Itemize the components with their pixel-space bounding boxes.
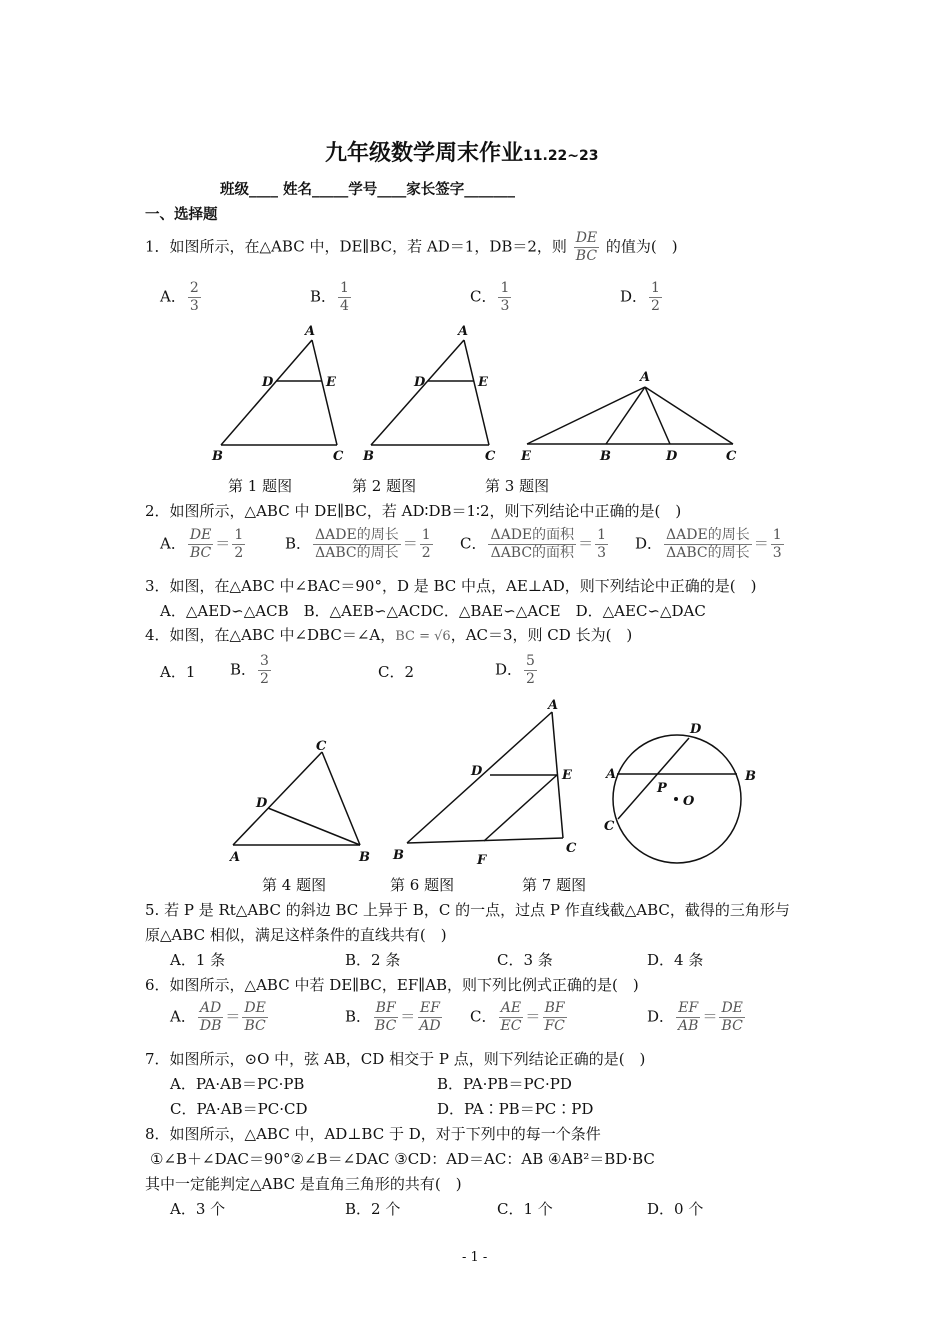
q7-option-a: A．PA·AB＝PC·PB: [170, 1075, 305, 1093]
q6-option-c: C． $\frac{AE}{EC}$ ＝ $\frac{BF}{FC}$: [470, 1000, 565, 1034]
fig6-label-f: F: [477, 853, 487, 868]
fig6-label-e: E: [562, 768, 572, 783]
fig6-label-c: C: [566, 841, 577, 856]
fig1-label-b: B: [212, 449, 223, 464]
q8-option-c: C．1 个: [497, 1200, 553, 1218]
title-date: 11.22~23: [523, 148, 599, 164]
q4-stem-b: ，AC＝3，则 CD 长为( ): [450, 626, 633, 644]
fig3-label-b: B: [600, 449, 611, 464]
caption-fig-2: 第 2 题图: [352, 477, 417, 495]
q4-stem-a: 4．如图，在△ABC 中∠DBC＝∠A，: [145, 626, 396, 644]
page-title: 九年级数学周末作业11.22~23: [325, 141, 599, 166]
q4-option-c: C．2: [378, 663, 415, 681]
figures-row-2: [0, 695, 950, 875]
q7-option-d: D．PA∶PB＝PC∶PD: [437, 1100, 594, 1118]
section-heading: 一、选择题: [145, 207, 218, 223]
fig4-label-a: A: [230, 850, 241, 865]
q5-option-d: D．4 条: [647, 951, 704, 969]
fig2-label-c: C: [485, 449, 496, 464]
question-4: [145, 624, 632, 645]
fig7-label-b: B: [745, 769, 756, 784]
fig3-label-e: E: [521, 449, 531, 464]
q2-option-c: C． $\frac{\text{ΔADE的面积}}{\text{ΔABC的面积}}$ ＝ $\frac{1}{3}$: [460, 527, 607, 561]
figure-2: [371, 340, 489, 445]
figure-6: [407, 712, 563, 843]
caption-fig-7: 第 7 题图: [522, 876, 587, 894]
q4-option-b: B． $\frac{3}{2}$: [230, 653, 269, 687]
q6-option-d: D． $\frac{EF}{AB}$ ＝ $\frac{DE}{BC}$: [647, 1000, 743, 1034]
q1-stem-a: 1．如图所示，在△ABC 中，DE∥BC，若 AD＝1，DB＝2，则: [145, 237, 567, 256]
question-5-line-2: 原△ABC 相似，满足这样条件的直线共有( ): [145, 926, 447, 944]
q2-option-a: A． $\frac{DE}{BC}$ ＝ $\frac{1}{2}$: [160, 527, 244, 561]
fig1-label-d: D: [262, 375, 274, 390]
fig4-label-c: C: [316, 739, 327, 754]
fig3-label-a: A: [640, 370, 651, 385]
q1-fraction: $\frac{DE}{BC}$: [575, 230, 598, 264]
fig4-label-d: D: [256, 796, 268, 811]
q8-option-a: A．3 个: [170, 1200, 226, 1218]
fig6-label-b: B: [393, 848, 404, 863]
figure-1: [221, 340, 337, 445]
question-3: 3．如图，在△ABC 中∠BAC＝90°，D 是 BC 中点，AE⊥AD，则下列结论中正确的是( ): [145, 577, 757, 595]
q3-options: A．△AED∽△ACB B．△AEB∽△ACDC．△BAE∽△ACE D．△AEC∽△DAC: [160, 602, 706, 620]
fig2-label-e: E: [478, 375, 488, 390]
question-5-line-1: 5. 若 P 是 Rt△ABC 的斜边 BC 上异于 B，C 的一点，过点 P 作直线截△ABC，截得的三角形与: [145, 901, 790, 919]
q1-stem-b: 的值为( ): [605, 237, 678, 256]
q2-option-d: D． $\frac{\text{ΔADE的周长}}{\text{ΔABC的周长}}$ ＝ $\frac{1}{3}$: [635, 527, 782, 561]
q8-option-d: D．0 个: [647, 1200, 704, 1218]
figure-3: [527, 387, 733, 444]
fig6-label-d: D: [471, 764, 483, 779]
q7-option-c: C．PA·AB＝PC·CD: [170, 1100, 308, 1118]
fig4-label-b: B: [359, 850, 370, 865]
student-info-line: 班级____ 姓名_____学号____家长签字_______: [220, 182, 516, 198]
q2-option-b: B． $\frac{\text{ΔADE的周长}}{\text{ΔABC的周长}}$ ＝ $\frac{1}{2}$: [285, 527, 431, 561]
q8-conditions: ①∠B＋∠DAC＝90°②∠B＝∠DAC ③CD：AD＝AC：AB ④AB²＝BD·BC: [150, 1150, 655, 1168]
fig7-label-c: C: [604, 819, 615, 834]
fig7-label-o: O: [683, 794, 695, 809]
q8-question: 其中一定能判定△ABC 是直角三角形的共有( ): [145, 1175, 462, 1193]
q4-option-d: D． $\frac{5}{2}$: [495, 653, 535, 687]
page-number: - 1 -: [462, 1250, 488, 1265]
q5-option-a: A．1 条: [170, 951, 226, 969]
q1-option-b: B． $\frac{1}{4}$: [310, 280, 349, 314]
q8-option-b: B．2 个: [345, 1200, 401, 1218]
fig6-label-a: A: [548, 698, 559, 713]
fig7-label-p: P: [657, 781, 667, 796]
q5-option-c: C．3 条: [497, 951, 553, 969]
fig1-label-a: A: [305, 324, 316, 339]
q4-bc-value: BC = √6: [395, 629, 451, 644]
q1-option-a: A． $\frac{2}{3}$: [160, 280, 199, 314]
q7-option-b: B．PA·PB＝PC·PD: [437, 1075, 572, 1093]
q1-option-c: C． $\frac{1}{3}$: [470, 280, 510, 314]
fig3-label-d: D: [666, 449, 678, 464]
question-7: 7．如图所示，⊙O 中，弦 AB，CD 相交于 P 点，则下列结论正确的是( ): [145, 1050, 646, 1068]
question-1: [145, 230, 678, 265]
caption-fig-3: 第 3 题图: [485, 477, 550, 495]
caption-fig-1: 第 1 题图: [228, 477, 293, 495]
q6-option-b: B． $\frac{BF}{BC}$ ＝ $\frac{EF}{AD}$: [345, 1000, 441, 1034]
q6-option-a: A． $\frac{AD}{DB}$ ＝ $\frac{DE}{BC}$: [170, 1000, 266, 1034]
fig1-label-c: C: [333, 449, 344, 464]
q1-option-d: D． $\frac{1}{2}$: [620, 280, 660, 314]
figure-4: [233, 752, 360, 845]
fig7-label-a: A: [606, 767, 617, 782]
figures-row-1: [0, 320, 950, 490]
question-6: 6．如图所示，△ABC 中若 DE∥BC，EF∥AB，则下列比例式正确的是( ): [145, 976, 639, 994]
fig7-label-d: D: [690, 722, 702, 737]
fig1-label-e: E: [326, 375, 336, 390]
q5-option-b: B．2 条: [345, 951, 401, 969]
fig3-label-c: C: [726, 449, 737, 464]
caption-fig-4: 第 4 题图: [262, 876, 327, 894]
fig2-label-b: B: [363, 449, 374, 464]
caption-fig-6: 第 6 题图: [390, 876, 455, 894]
question-2: 2．如图所示，△ABC 中 DE∥BC，若 AD∶DB＝1∶2，则下列结论中正确的是( ): [145, 502, 682, 520]
fig7-center-dot: [674, 797, 678, 801]
fig2-label-a: A: [458, 324, 469, 339]
fig2-label-d: D: [414, 375, 426, 390]
question-8: 8．如图所示，△ABC 中，AD⊥BC 于 D，对于下列中的每一个条件: [145, 1125, 601, 1143]
q4-option-a: A．1: [160, 663, 196, 681]
